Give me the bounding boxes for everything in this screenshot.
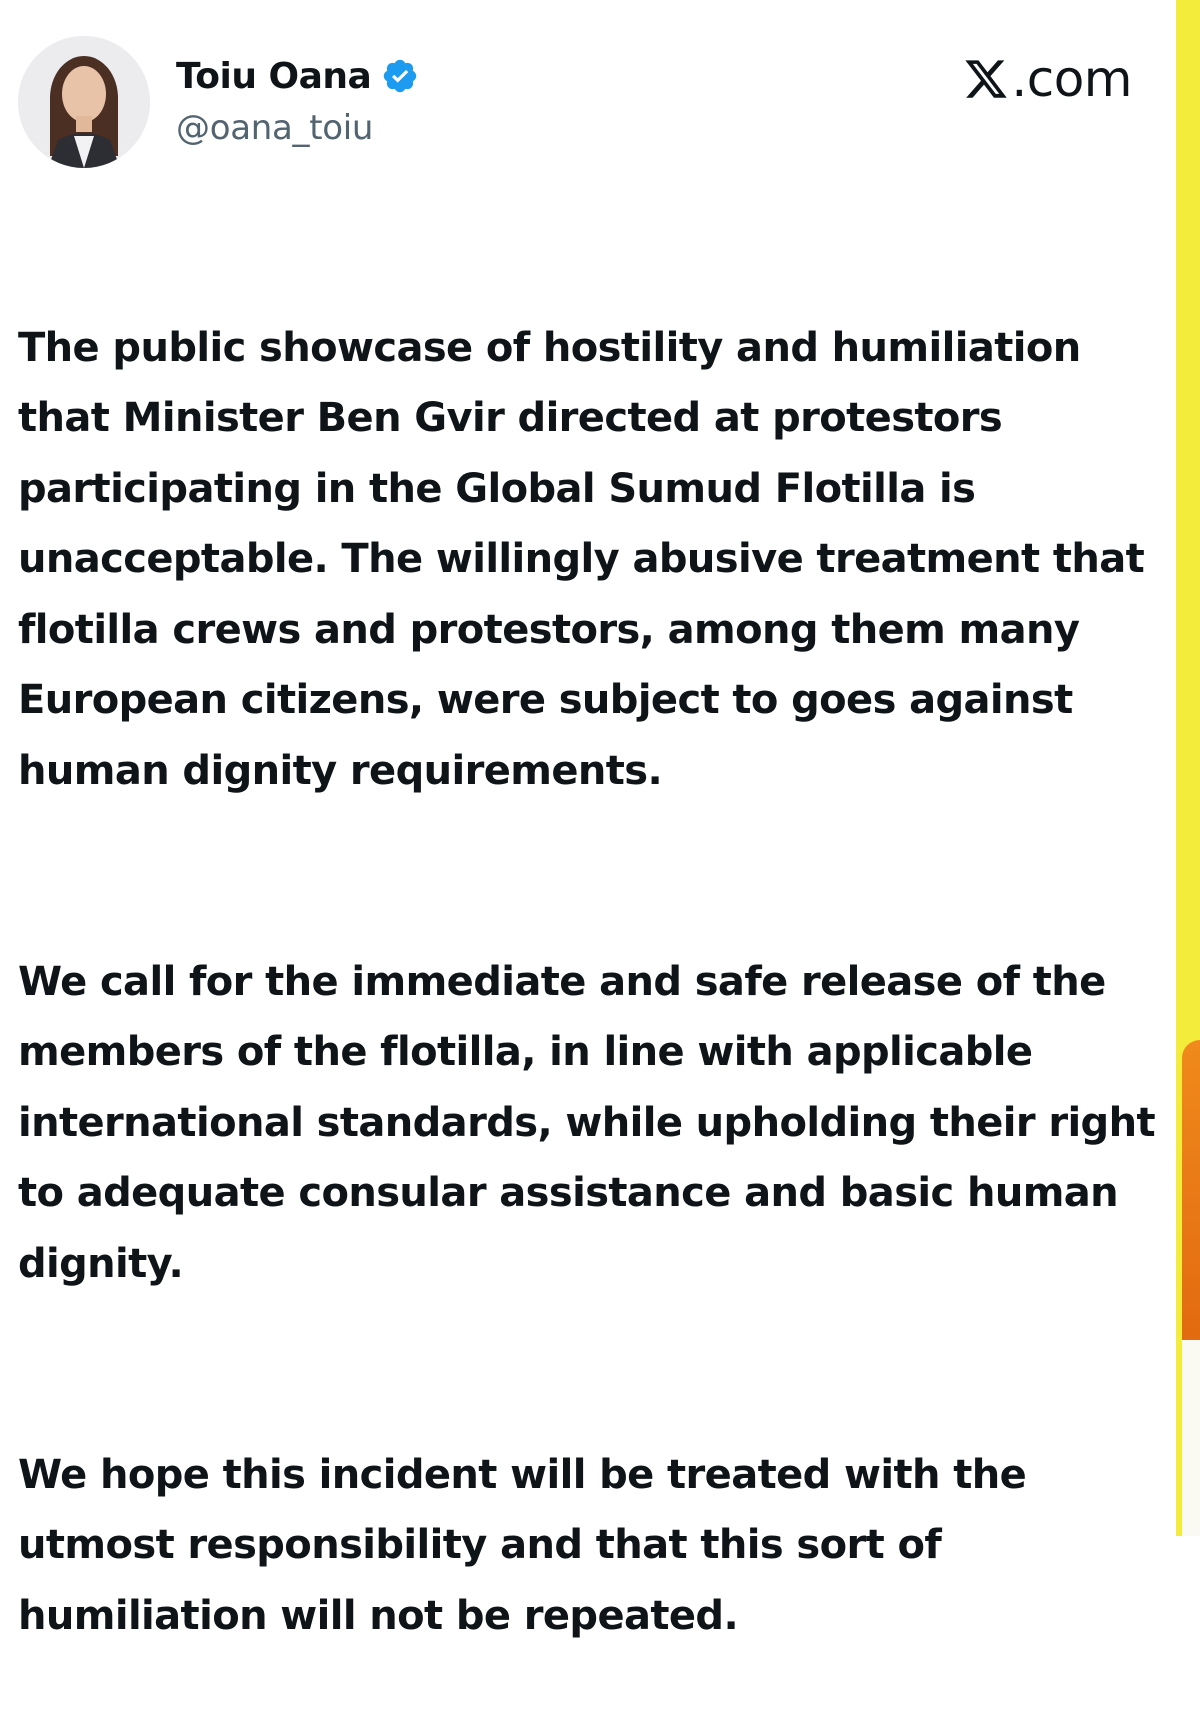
- background-decoration: [1182, 1040, 1200, 1340]
- background-decoration-tab: [1182, 1340, 1200, 1536]
- post-paragraph-3: We hope this incident will be treated with the utmost responsibility and that this sort of humiliation will not be repeated.: [18, 1451, 1027, 1639]
- source-domain-text: .com: [1011, 50, 1132, 108]
- source-label: [963, 50, 1132, 108]
- author-display-name[interactable]: Toiu Oana: [176, 55, 372, 97]
- profile-photo: [18, 36, 150, 168]
- background-strip: [1176, 0, 1200, 1536]
- x-logo-icon: [963, 56, 1009, 102]
- post-paragraph-1: The public showcase of hostility and humiliation that Minister Ben Gvir directed at protestors participating in the Global Sumud Flotilla is unacceptable. The willingly abusive treatment that flotilla crews and protestors, among them many European citizens, were subject to goes against human dignity requirements.: [18, 324, 1145, 794]
- author-handle[interactable]: @oana_toiu: [176, 108, 374, 148]
- verified-badge-icon: [381, 57, 419, 95]
- post-body: [18, 242, 1168, 1722]
- avatar[interactable]: [18, 36, 150, 168]
- post-paragraph-2: We call for the immediate and safe release of the members of the flotilla, in line with applicable international standards, while upholding their right to adequate consular assistance and basic human dignity.: [18, 958, 1155, 1287]
- author-name-row: [176, 52, 419, 100]
